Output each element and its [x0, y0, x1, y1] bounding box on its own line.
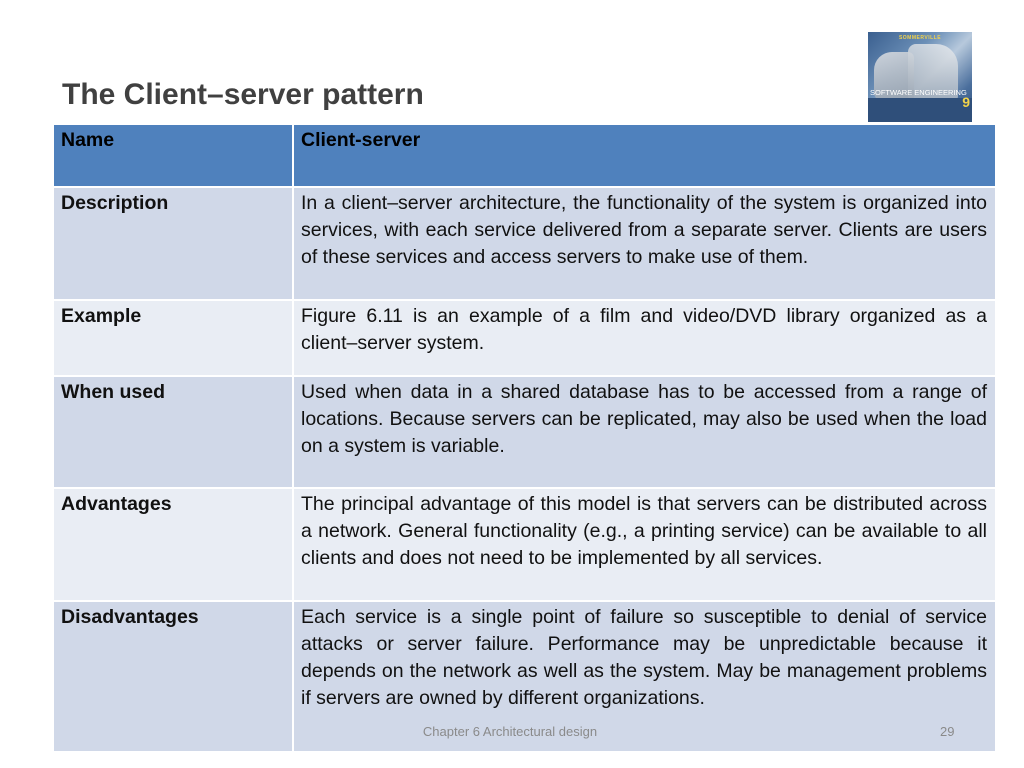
row-value-cell: The principal advantage of this model is that servers can be distributed across a network. General functionality (e.g., a printing service) can be available to all clients and does not need to be implemented by all services.	[293, 488, 996, 601]
table-row-advantages	[53, 488, 996, 601]
row-value-cell: Used when data in a shared database has to be accessed from a range of locations. Because servers can be replicated, may also be used when the load on a system is variable.	[293, 376, 996, 488]
page-number: 29	[940, 724, 955, 739]
cover-edition: 9	[962, 94, 970, 110]
table-row-description	[53, 187, 996, 300]
row-key-cell: When used	[53, 376, 293, 488]
row-value-cell: Figure 6.11 is an example of a film and video/DVD library organized as a client–server system.	[293, 300, 996, 376]
slide-title: The Client–server pattern	[62, 78, 424, 111]
table-row-when-used	[53, 376, 996, 488]
cover-band	[868, 98, 972, 122]
row-key-cell: Disadvantages	[53, 601, 293, 752]
row-key-cell: Description	[53, 187, 293, 300]
table-header-row	[53, 124, 996, 187]
pattern-table	[52, 123, 997, 753]
header-key-cell: Name	[53, 124, 293, 187]
book-cover-image	[868, 32, 972, 122]
row-key-cell: Advantages	[53, 488, 293, 601]
cover-title: SOFTWARE ENGINEERING	[870, 88, 967, 97]
row-value-cell: In a client–server architecture, the functionality of the system is organized into services, with each service delivered from a separate server. Clients are users of these services and access servers to make use of them.	[293, 187, 996, 300]
row-value-cell: Each service is a single point of failure so susceptible to denial of service attacks or server failure. Performance may be unpredictable because it depends on the network as well as the system. May be management problems if servers are owned by different organizations.	[293, 601, 996, 752]
header-value-cell: Client-server	[293, 124, 996, 187]
cover-publisher: SOMMERVILLE	[898, 35, 942, 41]
slide-footer: Chapter 6 Architectural design	[422, 724, 598, 739]
row-key-cell: Example	[53, 300, 293, 376]
table-row-example	[53, 300, 996, 376]
